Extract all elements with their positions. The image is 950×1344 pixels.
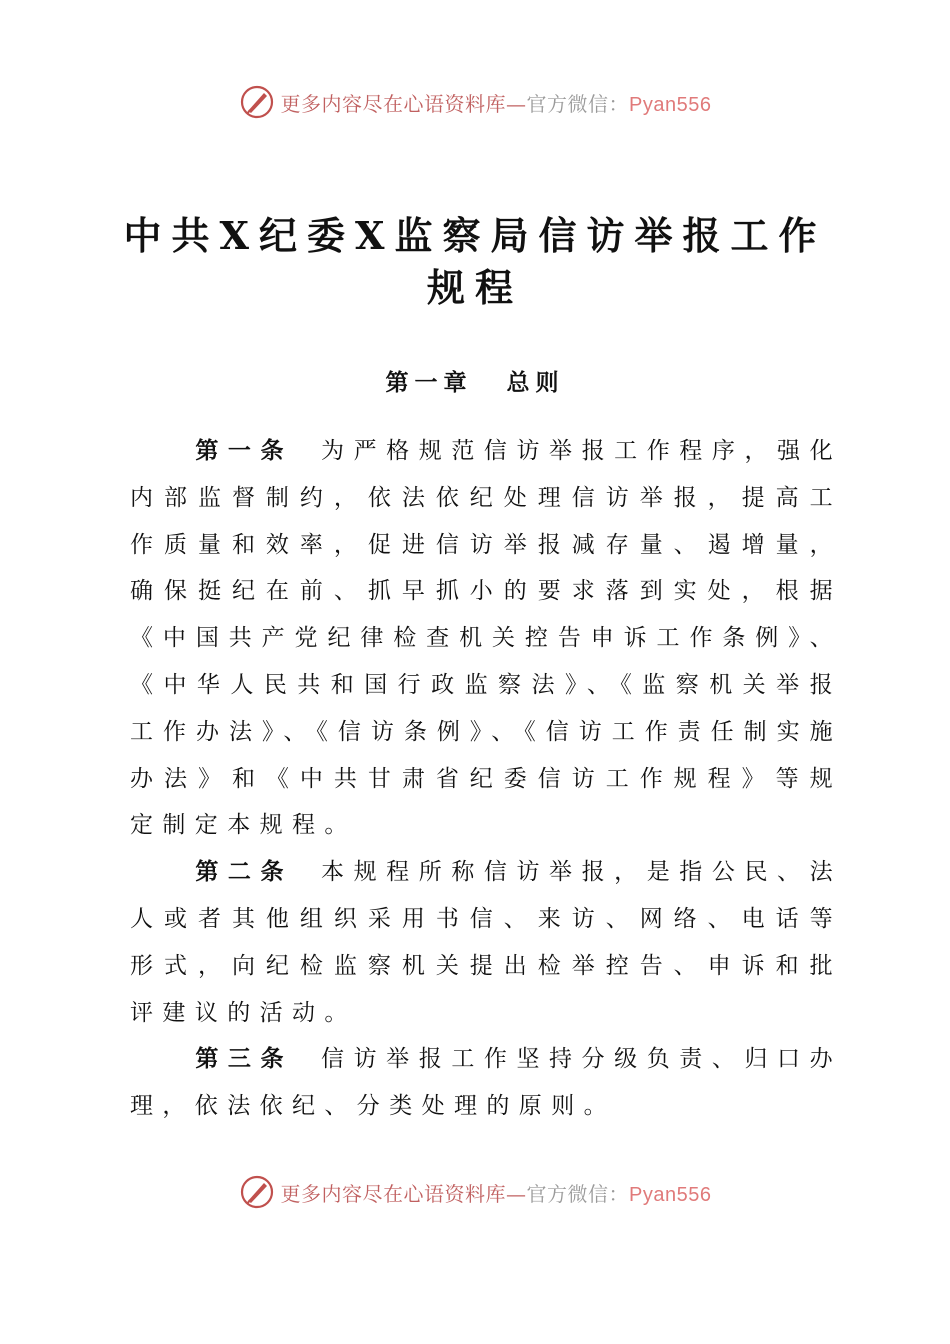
- banner-promo-text: 更多内容尽在心语资料库—: [280, 1181, 527, 1206]
- quill-logo-icon: [239, 84, 275, 120]
- article-text: 为严格规范信访举报工作程序，强化内部监督制约，依法依纪处理信访举报，提高工作质量和效率，促进信访举报减存量、遏增量，确保挺纪在前、抓早抓小的要求落到实处，根据《中国共产党纪律检查机关控告申诉工作条例》、《中华人民共和国行政监察法》、《监察机关举报工作办法》、《信访条例》、《信访工作责任制实施办法》和《中共甘肃省纪委信访工作规程》等规定制定本规程。: [130, 438, 842, 839]
- article-text: 本规程所称信访举报，是指公民、法人或者其他组织采用书信、来访、网络、电话等形式，向纪检监察机关提出检举控告、申诉和批评建议的活动。: [130, 859, 842, 1026]
- quill-logo-icon: [239, 1174, 275, 1210]
- banner-wechat-label: 官方微信：: [526, 91, 630, 116]
- document-body: [130, 428, 842, 1130]
- banner-wechat-id: Pyan556: [629, 1183, 712, 1206]
- document-title: 中共X纪委X监察局信访举报工作规程: [123, 213, 827, 310]
- article-paragraph: [130, 849, 842, 1036]
- banner-wechat-label: 官方微信：: [526, 1181, 630, 1206]
- chapter-name: 总则: [506, 370, 565, 396]
- article-number: 第三条: [195, 1046, 294, 1073]
- article-text: 信访举报工作坚持分级负责、归口办理，依法依纪、分类处理的原则。: [130, 1046, 842, 1120]
- footer-watermark-banner: [0, 1170, 950, 1214]
- banner-promo-text: 更多内容尽在心语资料库—: [280, 91, 527, 116]
- article-number: 第一条: [195, 438, 294, 464]
- chapter-heading: [0, 364, 950, 397]
- banner-text: [281, 1178, 712, 1207]
- chapter-number: 第一章: [385, 370, 473, 396]
- banner-text: [281, 88, 712, 117]
- article-paragraph: [130, 428, 842, 849]
- banner-wechat-id: Pyan556: [629, 93, 712, 116]
- article-number: 第二条: [195, 859, 294, 886]
- header-watermark-banner: [0, 80, 950, 124]
- article-paragraph: [130, 1036, 842, 1130]
